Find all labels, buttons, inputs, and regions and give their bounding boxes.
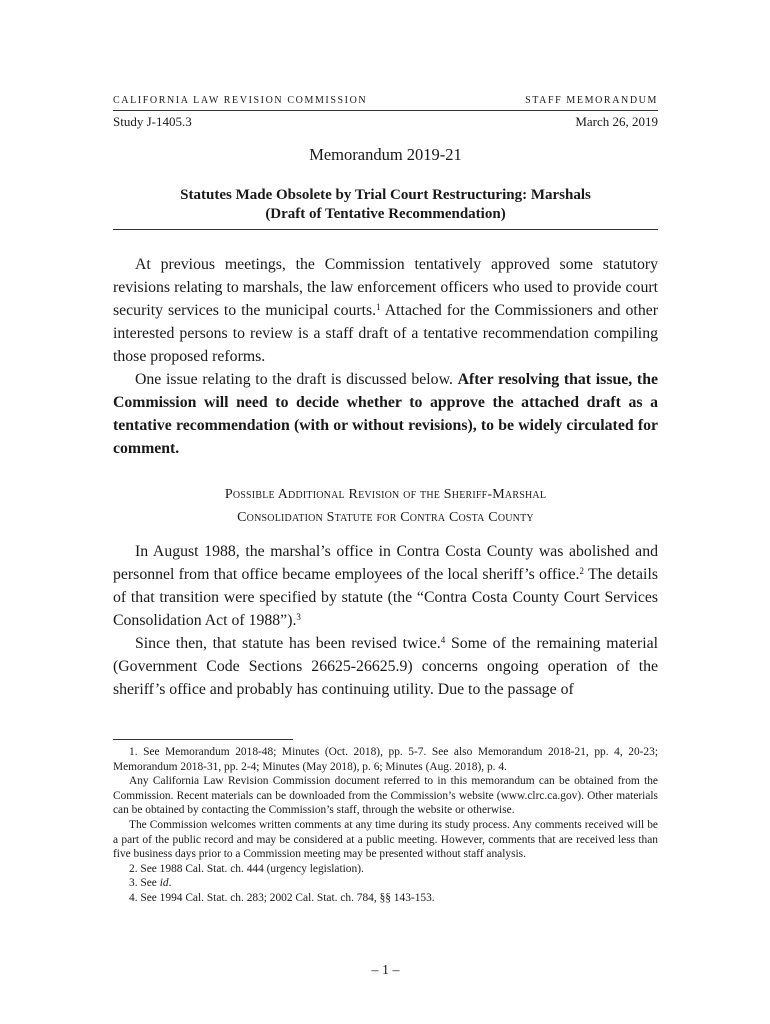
- subject-line-2: (Draft of Tentative Recommendation): [265, 206, 506, 222]
- footnote-ref-1: 1: [376, 302, 381, 312]
- subject-rule: [113, 229, 658, 230]
- document-page: [113, 0, 658, 1024]
- study-number: Study J-1405.3: [113, 114, 192, 129]
- footnote-3: 3. See id.: [129, 877, 172, 890]
- footnote-1-continued: Any California Law Revision Commission document referred to in this memorandum can be obtained from the Commission. Recent materials can be downloaded from the Commission’s website (www.clrc.ca.gov). Other materials can be obtained by contacting the Commission’s staff, through the website or otherwise.: [113, 775, 658, 817]
- paragraph-2: One issue relating to the draft is discussed below. After resolving that issue, the Commission will need to decide whether to approve the attached draft as a tentative recommendation (with or without revisions), to be widely circulated for comment.: [113, 371, 658, 457]
- memo-title: Memorandum 2019-21: [309, 145, 462, 164]
- section-heading-line-1: Possible Additional Revision of the Sheriff-Marshal: [224, 487, 547, 502]
- bold-instruction: After resolving that issue, the Commission will need to decide whether to approve the attached draft as a tentative recommendation (with or without revisions), to be widely circulated for comment.: [113, 371, 658, 457]
- header-doc-type: STAFF MEMORANDUM: [525, 95, 658, 106]
- memo-date: March 26, 2019: [575, 114, 658, 129]
- section-heading: [113, 483, 658, 529]
- footnote-2: 2. See 1988 Cal. Stat. ch. 444 (urgency legislation).: [129, 862, 364, 875]
- footnote-1-comments: The Commission welcomes written comments at any time during its study process. Any comments received will be a part of the public record and may be considered at a public meeting. However, comments that are received less than five business days prior to a Commission meeting may be presented without staff analysis.: [113, 818, 658, 861]
- page-number: – 1 –: [371, 963, 400, 978]
- footnote-4: 4. See 1994 Cal. Stat. ch. 283; 2002 Cal. Stat. ch. 784, §§ 143-153.: [129, 891, 435, 904]
- footnote-rule: [113, 739, 293, 740]
- paragraph-4: Since then, that statute has been revised twice.$^4$ Some of the remaining material (Government Code Sections 26625-26625.9) concerns ongoing operation of the sheriff’s office and probably has continuing utility. Due to the passage of: [113, 635, 658, 698]
- footnotes: [113, 745, 658, 906]
- header-organization: CALIFORNIA LAW REVISION COMMISSION: [113, 95, 368, 106]
- footnote-ref-3: 3: [296, 612, 301, 622]
- section-body: [113, 540, 658, 701]
- subject-line-1: Statutes Made Obsolete by Trial Court Restructuring: Marshals: [180, 187, 591, 203]
- paragraph-3: In August 1988, the marshal’s office in Contra Costa County was abolished and personnel from that office became employees of the local sheriff’s office.$^2$ The details of that transition were specified by statute (the “Contra Costa County Court Services Consolidation Act of 1988”).$^3$: [113, 543, 658, 629]
- footnote-ref-2: 2: [579, 566, 584, 576]
- intro-section: [113, 253, 658, 460]
- paragraph-1: At previous meetings, the Commission tentatively approved some statutory revisions relating to marshals, the law enforcement officers who used to provide court security services to the municipal courts.$^1$ Attached for the Commissioners and other interested persons to review is a staff draft of a tentative recommendation compiling those proposed reforms.: [113, 256, 658, 365]
- header-rule: [113, 110, 658, 111]
- footnote-ref-4: 4: [440, 635, 446, 645]
- section-heading-line-2: Consolidation Statute for Contra Costa County: [237, 510, 534, 525]
- footnote-1: 1. See Memorandum 2018-48; Minutes (Oct. 2018), pp. 5-7. See also Memorandum 2018-21, pp. 4, 20-23; Memorandum 2018-31, pp. 2-4; Minutes (May 2018), p. 6; Minutes (Aug. 2018), p. 4.: [113, 746, 658, 773]
- memo-subject: [113, 186, 658, 224]
